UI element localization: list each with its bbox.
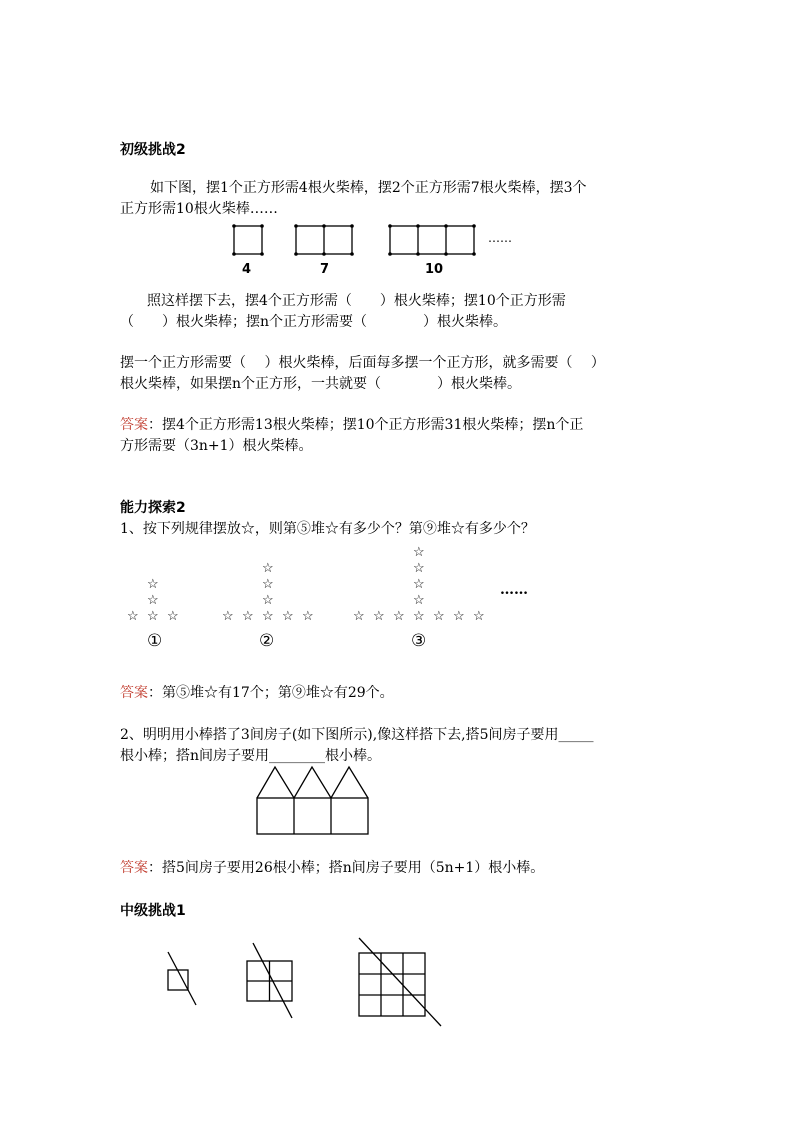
figure-dots: ……: [488, 231, 512, 245]
figure-label-3: 10: [425, 262, 444, 277]
star-icon: ☆: [242, 609, 254, 624]
answer-text: ：摆4个正方形需13根火柴棒；摆10个正方形需31根火柴棒；摆n个正: [148, 417, 584, 433]
star-icon: ☆: [282, 609, 294, 624]
houses-question-line-2: 根小棒；搭n间房子要用________根小棒。: [120, 748, 382, 764]
intro-line-2: 正方形需10根火柴棒……: [120, 201, 278, 217]
star-icon: ☆: [413, 609, 425, 624]
question-2-line-2: 根火柴棒，如果摆n个正方形，一共就要（ ）根火柴棒。: [120, 376, 522, 392]
question-1-line-2: （ ）根火柴棒；摆n个正方形需要（ ）根火柴棒。: [120, 314, 508, 330]
question-2-line-1: 摆一个正方形需要（ ）根火柴棒，后面每多摆一个正方形，就多需要（ ）: [120, 355, 605, 371]
houses-question-line-1: 2、明明用小棒搭了3间房子(如下图所示),像这样搭下去,搭5间房子要用_____: [120, 727, 594, 743]
intro-line-1: 如下图，摆1个正方形需4根火柴棒，摆2个正方形需7根火柴棒，摆3个: [150, 180, 587, 196]
star-icon: ☆: [353, 609, 365, 624]
star-icon: ☆: [262, 593, 274, 608]
star-icon: ☆: [433, 609, 445, 624]
section-heading-beginner-2: 初级挑战2: [120, 142, 186, 158]
star-icon: ☆: [453, 609, 465, 624]
figure-label-1: 4: [242, 262, 252, 277]
star-icon: ☆: [393, 609, 405, 624]
answer-label: 答案: [120, 417, 148, 433]
star-icon: ☆: [473, 609, 485, 624]
figure-label-2: 7: [320, 262, 330, 277]
star-icon: ☆: [147, 577, 159, 592]
answer-label: 答案: [120, 685, 148, 701]
pile-label-2: ②: [259, 631, 275, 651]
pile-label-1: ①: [147, 631, 163, 651]
star-icon: ☆: [262, 577, 274, 592]
answer-1-line-2: 方形需要（3n+1）根火柴棒。: [120, 438, 313, 454]
star-icon: ☆: [262, 609, 274, 624]
star-icon: ☆: [373, 609, 385, 624]
question-1-line-1: 照这样摆下去，摆4个正方形需（ ）根火柴棒；摆10个正方形需: [147, 293, 566, 309]
section-heading-ability-2: 能力探索2: [120, 500, 186, 516]
stars-question: 1、按下列规律摆放☆，则第⑤堆☆有多少个？第⑨堆☆有多少个？: [120, 521, 535, 537]
stars-dots: ……: [500, 582, 528, 598]
star-icon: ☆: [413, 577, 425, 592]
star-icon: ☆: [127, 609, 139, 624]
star-icon: ☆: [167, 609, 179, 624]
star-icon: ☆: [413, 545, 425, 560]
answer-label: 答案: [120, 860, 148, 876]
star-icon: ☆: [147, 593, 159, 608]
star-icon: ☆: [302, 609, 314, 624]
star-icon: ☆: [413, 561, 425, 576]
star-icon: ☆: [262, 561, 274, 576]
star-icon: ☆: [222, 609, 234, 624]
star-icon: ☆: [147, 609, 159, 624]
section-heading-intermediate-1: 中级挑战1: [120, 903, 186, 919]
answer-text: ：搭5间房子要用26根小棒；搭n间房子要用（5n+1）根小棒。: [148, 860, 545, 876]
star-icon: ☆: [413, 593, 425, 608]
answer-text: ：第⑤堆☆有17个；第⑨堆☆有29个。: [148, 685, 394, 701]
pile-label-3: ③: [411, 631, 427, 651]
